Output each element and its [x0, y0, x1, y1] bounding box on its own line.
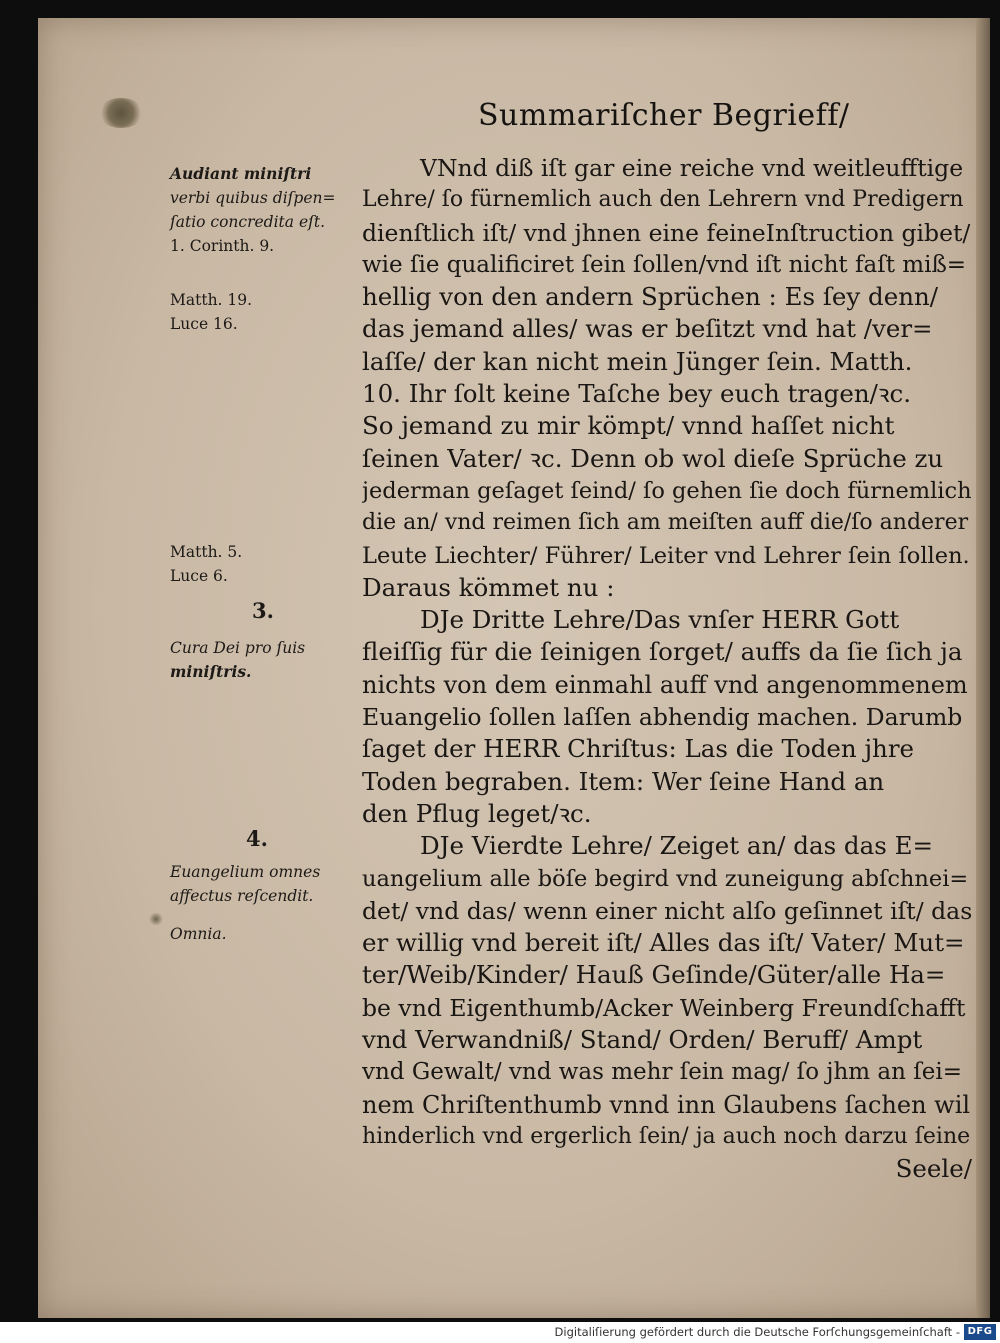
footer-bar [0, 1322, 1000, 1343]
text-line: be vnd Eigenthumb/Acker Weinberg Freundſchafft [362, 993, 966, 1022]
margin-line: verbi quibus diſpen= [170, 189, 336, 207]
text-line: Seele/ [895, 1154, 972, 1184]
text-line: den Pflug leget/ꝛc. [362, 798, 592, 828]
text-line: ſeinen Vater/ ꝛc. Denn ob wol dieſe Sprüche zu [362, 443, 944, 473]
text-line: Daraus kömmet nu : [362, 572, 615, 602]
margin-line: Matth. 19. [170, 291, 253, 309]
margin-note-euangelium [170, 860, 370, 908]
paper-stain-small [148, 913, 164, 925]
text-line: ſaget der HERR Chriſtus: Las die Toden jhre [362, 734, 915, 764]
text-line: Toden begraben. Item: Wer ſeine Hand an [362, 766, 885, 796]
text-line: VNnd diß iſt gar eine reiche vnd weitleufftige [420, 154, 964, 182]
page-heading: Summariſcher Begrieff/ [478, 98, 850, 133]
text-line: 10. Ihr ſolt keine Taſche bey euch tragen/ꝛc. [362, 379, 912, 409]
margin-line: Matth. 5. [170, 543, 243, 561]
page-edge [976, 18, 990, 1318]
margin-line: Omnia. [170, 925, 227, 943]
text-line: uangelium alle böſe begird vnd zuneigung abſchnei= [362, 865, 969, 892]
text-line: laſſe/ der kan nicht mein Jünger ſein. Matth. [362, 346, 913, 376]
text-line: vnd Verwandniß/ Stand/ Orden/ Beruff/ Ampt [362, 1025, 923, 1055]
text-line: So jemand zu mir kömpt/ vnnd haſſet nicht [362, 411, 895, 441]
margin-note-omnia [170, 922, 370, 946]
text-line: Leute Liechter/ Führer/ Leiter vnd Lehrer ſein ſollen. [362, 542, 970, 569]
margin-note-audiant [170, 162, 370, 258]
text-line: wie ſie qualificiret ſein ſollen/vnd iſt nicht faſt miß= [362, 251, 967, 278]
margin-note-matth-19 [170, 288, 370, 336]
text-line: nichts von dem einmahl auff vnd angenommenem [362, 670, 968, 699]
margin-line: ſatio concredita eſt. [170, 213, 326, 231]
text-line: det/ vnd das/ wenn einer nicht alſo geſinnet iſt/ das [362, 896, 972, 925]
margin-number-4: 4. [246, 826, 268, 851]
margin-line: Audiant miniſtri [170, 164, 312, 183]
text-line: dienſtlich iſt/ vnd jhnen eine feineInſtruction gibet/ [362, 218, 971, 247]
margin-note-cura-dei [170, 636, 370, 684]
dfg-logo-icon[interactable]: DFG [964, 1324, 996, 1340]
text-line: nem Chriſtenthumb vnnd inn Glaubens ſachen wil [362, 1090, 971, 1119]
margin-line: 1. Corinth. 9. [170, 237, 275, 255]
margin-line: miniſtris. [170, 662, 252, 681]
text-line: DJe Vierdte Lehre/ Zeiget an/ das das E= [420, 831, 933, 861]
text-line: fleiſſig für die ſeinigen ſorget/ auffs da ſie ſich ja [362, 637, 963, 667]
footer-credit: Digitaliſierung gefördert durch die Deutsche Forſchungsgemeinſchaft - [554, 1325, 960, 1339]
margin-note-matth-5 [170, 540, 370, 588]
text-line: hinderlich vnd ergerlich ſein/ ja auch noch darzu ſeine [362, 1123, 971, 1149]
margin-line: Luce 16. [170, 315, 238, 333]
text-line: er willig vnd bereit iſt/ Alles das iſt/ Vater/ Mut= [362, 928, 965, 958]
text-line: jederman geſaget ſeind/ ſo gehen ſie doch fürnemlich [362, 477, 972, 504]
margin-number-3: 3. [252, 598, 274, 623]
margin-line: Luce 6. [170, 567, 228, 585]
text-line: DJe Dritte Lehre/Das vnſer HERR Gott [420, 605, 900, 635]
text-line: das jemand alles/ was er beſitzt vnd hat /ver= [362, 314, 933, 344]
text-line: vnd Gewalt/ vnd was mehr ſein mag/ ſo jhm an ſei= [362, 1059, 963, 1086]
text-line: hellig von den andern Sprüchen : Es ſey denn/ [362, 282, 939, 312]
text-line: ter/Weib/Kinder/ Hauß Geſinde/Güter/alle Ha= [362, 960, 946, 990]
text-line: Euangelio ſollen laſſen abhendig machen. Darumb [362, 703, 963, 732]
text-line: die an/ vnd reimen ſich am meiſten auff die/ſo anderer [362, 510, 969, 536]
margin-line: Cura Dei pro ſuis [170, 639, 306, 657]
paper-stain [98, 98, 144, 128]
body-text [362, 152, 972, 1186]
margin-line: affectus reſcendit. [170, 887, 314, 905]
text-line: Lehre/ ſo fürnemlich auch den Lehrern vnd Predigern [362, 187, 964, 213]
margin-line: Euangelium omnes [170, 863, 321, 881]
